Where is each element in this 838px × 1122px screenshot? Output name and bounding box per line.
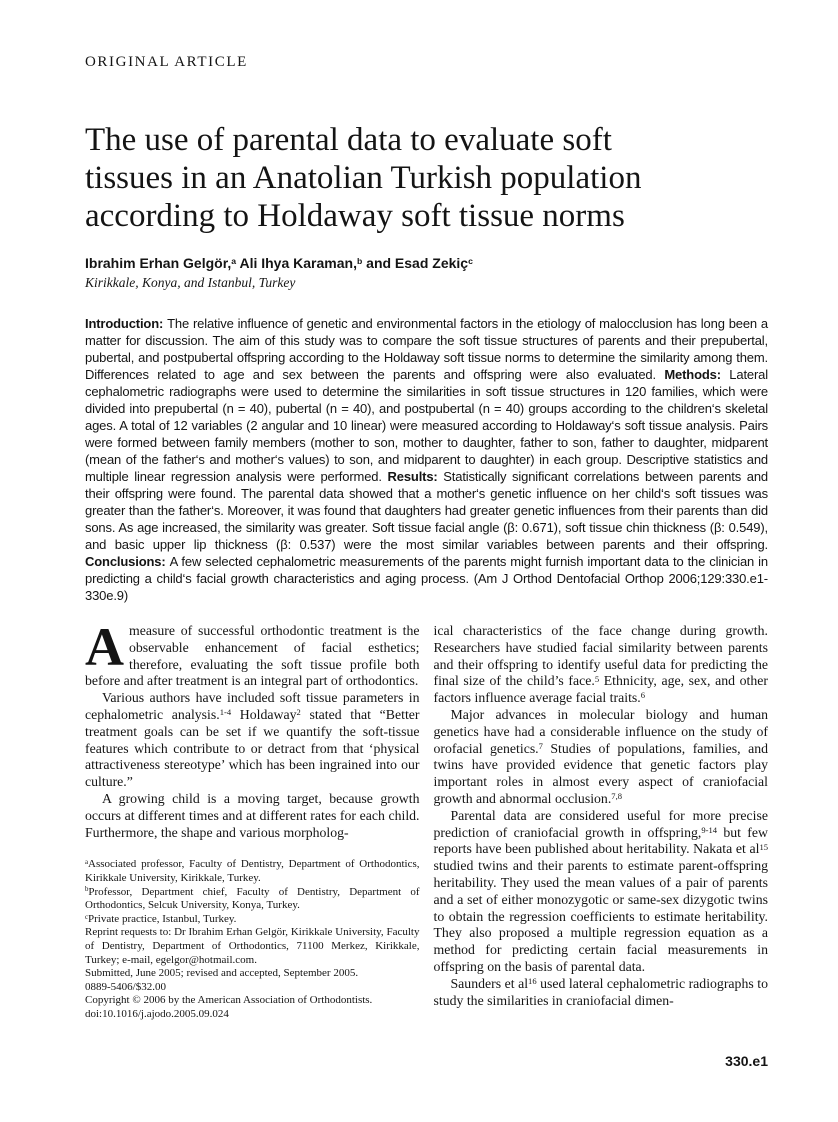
footnote-item: $^b$Professor, Department chief, Faculty of Dentistry, Department of Orthodontics, Selcuk University, Konya, Turkey. [85, 885, 420, 912]
paragraph-text: measure of successful orthodontic treatment is the observable enhancement of facial esthetics; therefore, evaluating the soft tissue profile both before and after treatment is an integral part of orthodontics. [85, 623, 420, 689]
page-number: 330.e1 [725, 1053, 768, 1070]
right-column [434, 623, 769, 1069]
drop-cap: A [85, 617, 124, 677]
title-line-2: tissues in an Anatolian Turkish population [85, 160, 642, 196]
title-line-1: The use of parental data to evaluate soft [85, 122, 612, 158]
footnote-item: Copyright © 2006 by the American Association of Orthodontists. [85, 994, 373, 1007]
footnote-item: $^a$Associated professor, Faculty of Dentistry, Department of Orthodontics, Kirikkale University, Kirikkale, Turkey. [85, 858, 420, 884]
paragraph-dropcap [85, 617, 420, 690]
paragraph: A growing child is a moving target, because growth occurs at different times and at different rates for each child. Furthermore, the shape and various morpholog- [85, 790, 420, 840]
paragraph: Major advances in molecular biology and human genetics have had a considerable influence on the study of orofacial genetics.$^7$ Studies of populations, families, and twins have provided evidence that genetic factors play important roles in almost every aspect of craniofacial growth and abnormal occlusion.$^{7,8}$ [433, 706, 768, 806]
paragraph: Various authors have included soft tissue parameters in cephalometric analysis.$^{1-4}$ Holdaway$^2$ stated that “Better treatment goals can be set if we quantify the soft-tissue features which contribute to or detract from that ‘physical attractiveness stereotype’ which has been ingrained into our culture.” [85, 690, 420, 790]
paragraph: Parental data are considered useful for more precise prediction of craniofacial growth in offspring,$^{9-14}$ but few reports have been published about heritability. Nakata et $al^{15}$ studied twins and their parents to estimate parent-offspring heritability. They used the mean values of a pair of parents and a set of either monozygotic or same-sex dizygotic twins to obtain the regression coefficients to estimate heritability. They also proposed a multiple regression equation as a method for predicting certain facial measurements in offspring on the basis of parental data. [433, 807, 768, 974]
paragraph: ical characteristics of the face change during growth. Researchers have studied facial similarity between parents and their offspring to identify useful data for predicting the final size of the child’s face.$^5$ Ethnicity, age, sex, and other factors influence average facial traits.$^6$ [433, 623, 768, 706]
title-line-3: according to Holdaway soft tissue norms [85, 198, 625, 234]
authors-line: Ibrahim Erhan Gelgör,$^a$ Ali Ihya Karaman,$^b$ and Esad Zekiç$^c$ [85, 255, 473, 271]
paragraph: Saunders et $al^{16}$ used lateral cephalometric radiographs to study the similarities in craniofacial dimen- [433, 975, 768, 1008]
footnote-item: 0889-5406/$32.00 [85, 980, 166, 993]
article-type-kicker: ORIGINAL ARTICLE [85, 54, 248, 70]
left-column [85, 617, 420, 1069]
footnote-item: Submitted, June 2005; revised and accepted, September 2005. [85, 967, 359, 980]
footnote-item: Reprint requests to: Dr Ibrahim Erhan Gelgör, Kirikkale University, Faculty of Dentistry, Department of Orthodontics, 71100 Merkez, Kirikkale, Turkey; e-mail, egelgor@hotmail.com. [85, 926, 420, 966]
body-columns [85, 617, 768, 1070]
article-title [85, 121, 768, 235]
abstract-paragraph: Introduction: The relative influence of genetic and environmental factors in the etiology of malocclusion has long been a matter for discussion. The aim of this study was to compare the soft tissue structures of parents and their prepubertal, pubertal, and postpubertal offspring according to the Holdaway soft tissue norms to determine the similarity among them. Differences related to age and sex between the parents and offspring were also evaluated. Methods: Lateral cephalometric radiographs were used to determine the similarities in soft tissue structures in 120 families, which were divided into prepubertal (n = 40), pubertal (n = 40), and postpubertal (n = 40) groups according to the children‘s skeletal ages. A total of 12 variables (2 angular and 10 linear) were measured according to Holdaway‘s soft tissue analysis. Pairs were formed between family members (mother to son, mother to daughter, father to son, father to daughter, midparent (mean of the father‘s and mother‘s values) to son, and midparent to daughter) in each group. Descriptive statistics and multiple linear regression analysis were performed. Results: Statistically significant correlations between parents and their offspring were found. The parental data showed that a mother‘s genetic influence on her child‘s soft tissues was greater than the father‘s. Moreover, it was found that daughters had greater genetic influences from their parents than did sons. As age increased, the similarity was greater. Soft tissue facial angle (β: 0.671), soft tissue chin thickness (β: 0.549), and basic upper lip thickness (β: 0.537) were the most similar variables between parents and their offspring. Conclusions: A few selected cephalometric measurements of the parents might furnish important data to the clinician in predicting a child‘s facial growth characteristics and aging process. (Am J Orthod Dentofacial Orthop 2006;129:330.e1-330e.9) [85, 316, 768, 603]
footnote-item: $^c$Private practice, Istanbul, Turkey. [85, 912, 237, 925]
footnote-item: doi:10.1016/j.ajodo.2005.09.024 [85, 1007, 229, 1020]
affiliation-line: Kirikkale, Konya, and Istanbul, Turkey [85, 275, 296, 290]
footnotes-block [85, 858, 420, 1021]
